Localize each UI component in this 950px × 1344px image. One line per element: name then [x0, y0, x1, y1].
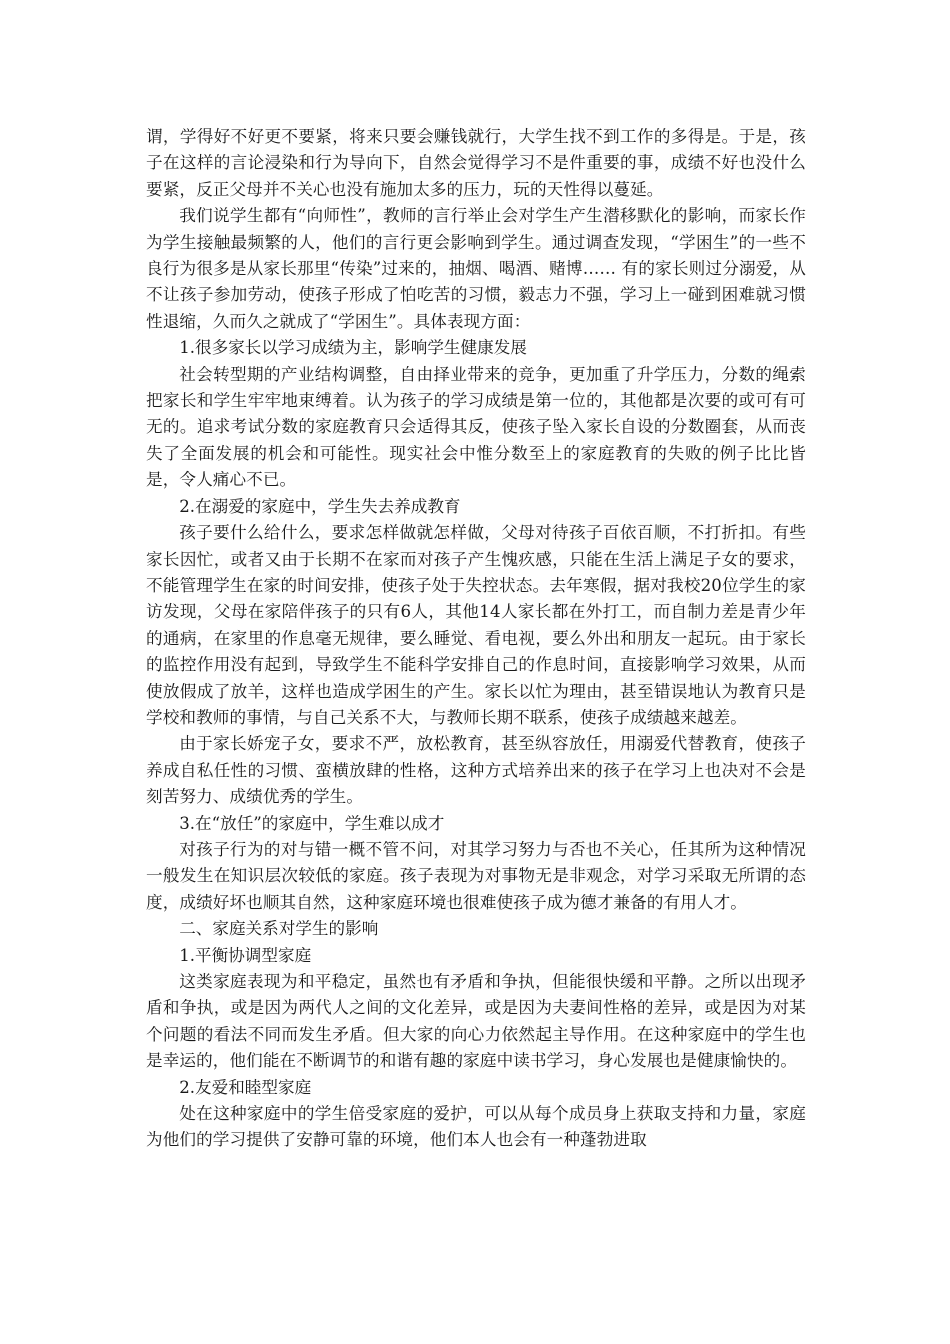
body-paragraph: 这类家庭表现为和平稳定，虽然也有矛盾和争执，但能很快缓和平静。之所以出现矛盾和争执，或是因为两代人之间的文化差异，或是因为夫妻间性格的差异，或是因为对某个问题的看法不同而发生矛盾。但大家的向心力依然起主导作用。在这种家庭中的学生也是幸运的，他们能在不断调节的和谐有趣的家庭中读书学习，身心发展也是健康愉快的。	[146, 972, 806, 1071]
document-page	[146, 124, 806, 1154]
section-heading: 2.在溺爱的家庭中，学生失去养成教育	[179, 496, 461, 516]
section-heading: 1.很多家长以学习成绩为主，影响学生健康发展	[179, 338, 527, 358]
body-paragraph: 处在这种家庭中的学生倍受家庭的爱护，可以从每个成员身上获取支持和力量，家庭为他们的学习提供了安静可靠的环境，他们本人也会有一种蓬勃进取	[146, 1104, 806, 1150]
body-paragraph: 对孩子行为的对与错一概不管不问，对其学习努力与否也不关心，任其所为这种情况一般发生在知识层次较低的家庭。孩子表现为对事物无是非观念，对学习采取无所谓的态度，成绩好坏也顺其自然，这种家庭环境也很难使孩子成为德才兼备的有用人才。	[146, 839, 806, 912]
section-heading: 2.友爱和睦型家庭	[179, 1077, 312, 1097]
section-heading: 3.在“放任”的家庭中，学生难以成才	[179, 813, 445, 833]
body-paragraph: 谓，学得好不好更不要紧，将来只要会赚钱就行，大学生找不到工作的多得是。于是，孩子在这样的言论浸染和行为导向下，自然会觉得学习不是件重要的事，成绩不好也没什么要紧，反正父母并不关心也没有施加太多的压力，玩的天性得以蔓延。	[146, 127, 806, 199]
body-paragraph: 由于家长娇宠子女，要求不严，放松教育，甚至纵容放任，用溺爱代替教育，使孩子养成自私任性的习惯、蛮横放肆的性格，这种方式培养出来的孩子在学习上也决对不会是刻苦努力、成绩优秀的学生。	[146, 734, 806, 807]
body-paragraph: 我们说学生都有“向师性”，教师的言行举止会对学生产生潜移默化的影响，而家长作为学生接触最频繁的人，他们的言行更会影响到学生。通过调查发现，“学困生”的一些不良行为很多是从家长那里“传染”过来的，抽烟、喝酒、赌博…… 有的家长则过分溺爱，从不让孩子参加劳动，使孩子形成了怕吃苦的习惯，毅志力不强，学习上一碰到困难就习惯性退缩，久而久之就成了“学困生”。具体表现方面：	[146, 206, 806, 331]
section-heading: 1.平衡协调型家庭	[179, 945, 312, 965]
chapter-heading: 二、家庭关系对学生的影响	[179, 919, 379, 939]
body-paragraph: 孩子要什么给什么，要求怎样做就怎样做，父母对待孩子百依百顺，不打折扣。有些家长因忙，或者又由于长期不在家而对孩子产生愧疚感，只能在生活上满足子女的要求，不能管理学生在家的时间安排，使孩子处于失控状态。去年寒假，据对我校20位学生的家访发现，父母在家陪伴孩子的只有6人，其他14人家长都在外打工，而自制力差是青少年的通病，在家里的作息毫无规律，要么睡觉、看电视，要么外出和朋友一起玩。由于家长的监控作用没有起到，导致学生不能科学安排自己的作息时间，直接影响学习效果，从而使放假成了放羊，这样也造成学困生的产生。家长以忙为理由，甚至错误地认为教育只是学校和教师的事情，与自己关系不大，与教师长期不联系，使孩子成绩越来越差。	[146, 523, 806, 727]
body-paragraph: 社会转型期的产业结构调整，自由择业带来的竞争，更加重了升学压力，分数的绳索把家长和学生牢牢地束缚着。认为孩子的学习成绩是第一位的，其他都是次要的或可有可无的。追求考试分数的家庭教育只会适得其反，使孩子坠入家长自设的分数圈套，从而丧失了全面发展的机会和可能性。现实社会中惟分数至上的家庭教育的失败的例子比比皆是，令人痛心不已。	[146, 364, 806, 490]
